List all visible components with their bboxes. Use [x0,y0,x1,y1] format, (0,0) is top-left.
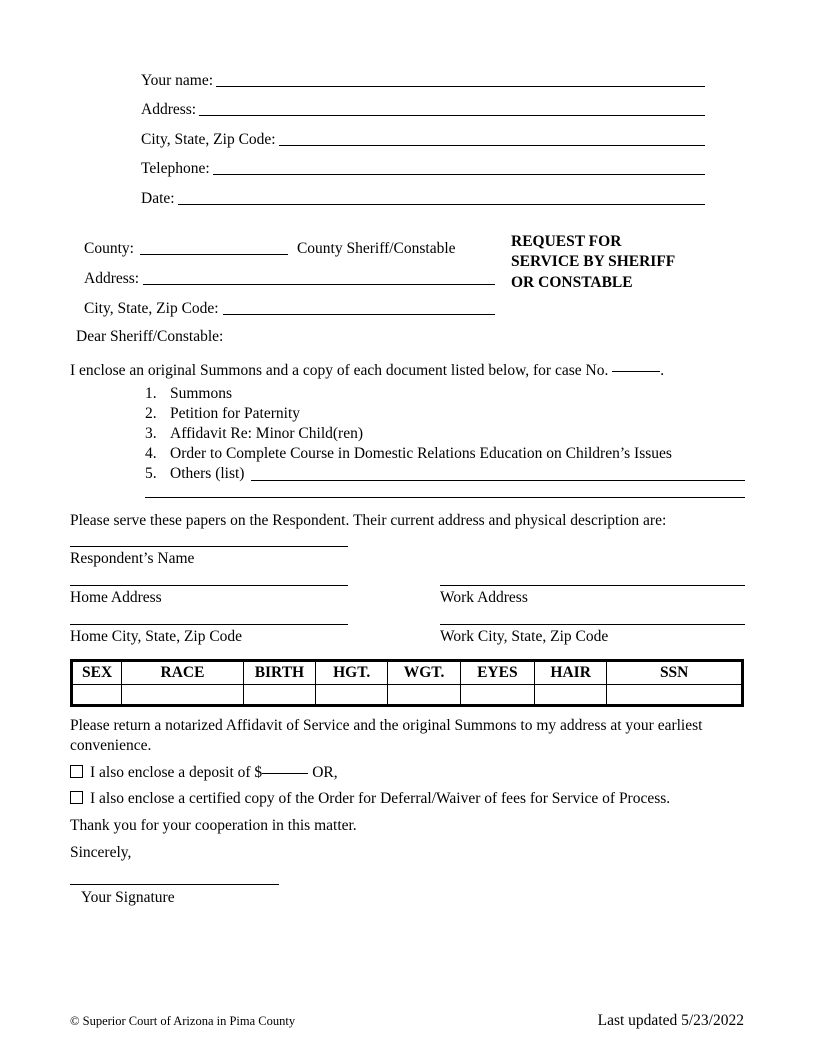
list-item-number: 2. [145,405,157,422]
address-row [141,90,705,120]
page-footer [70,1012,744,1030]
return-instruction: Please return a notarized Affidavit of Service and the original Summons to my address at your earliest convenience. [70,716,703,754]
work-city-label: Work City, State, Zip Code [440,627,609,645]
recipient-address-label: Address: [84,269,140,287]
cell-ssn[interactable] [607,684,743,705]
address-fields-row [70,585,745,608]
deposit-amount-blank[interactable] [262,773,308,774]
city-state-zip-label: City, State, Zip Code: [141,130,276,148]
county-label: County: [84,239,134,257]
serve-instruction: Please serve these papers on the Respondent. Their current address and physical description are: [70,512,667,529]
sincerely-text: Sincerely, [70,844,132,861]
home-city-label: Home City, State, Zip Code [70,627,243,645]
header-wgt: WGT. [388,660,460,684]
header-birth: BIRTH [243,660,315,684]
list-item-others [145,464,745,484]
others-blank[interactable] [251,480,745,481]
respondent-name-label: Respondent’s Name [70,549,195,567]
cell-wgt[interactable] [388,684,460,705]
address-blank[interactable] [199,115,705,116]
home-city-field [70,624,348,647]
cell-hgt[interactable] [316,684,388,705]
form-title-line-2: SERVICE BY SHERIFF [511,253,676,270]
list-item-text: Others (list) [170,465,245,482]
city-fields-row [70,624,745,647]
last-updated-text: Last updated 5/23/2022 [597,1012,744,1029]
case-number-blank[interactable] [612,371,660,372]
list-item [145,444,745,464]
deposit-option-row [70,762,745,783]
telephone-blank[interactable] [213,174,705,175]
list-item [145,384,745,404]
physical-description-table [70,659,744,707]
cell-eyes[interactable] [460,684,534,705]
your-name-row [141,60,705,90]
header-ssn: SSN [607,660,743,684]
column-spacer [348,624,440,647]
work-address-field [440,585,745,608]
your-name-blank[interactable] [216,86,705,87]
deposit-or-text: OR, [312,763,338,781]
work-address-label: Work Address [440,588,528,606]
city-state-zip-row [141,119,705,149]
waiver-checkbox[interactable] [70,791,83,804]
cell-race[interactable] [122,684,244,705]
table-header-row [72,660,743,684]
thanks-text: Thank you for your cooperation in this matter. [70,816,357,834]
telephone-row [141,149,705,179]
cell-birth[interactable] [243,684,315,705]
header-sex: SEX [72,660,122,684]
list-item-number: 5. [145,465,157,482]
recipient-section [70,228,745,347]
list-item-number: 4. [145,445,157,462]
deposit-option-text: I also enclose a deposit of $ [90,763,263,781]
home-address-field [70,585,348,608]
recipient-city-label: City, State, Zip Code: [84,299,219,317]
form-title-line-3: OR CONSTABLE [511,273,633,291]
signature-label: Your Signature [81,888,175,906]
sender-info-section [141,60,705,208]
work-city-field [440,624,745,647]
recipient-city-row [84,288,495,318]
date-label: Date: [141,189,175,207]
date-row [141,178,705,208]
enclosed-documents-list [70,384,745,498]
waiver-option-text: I also enclose a certified copy of the Order for Deferral/Waiver of fees for Service of Process. [90,789,671,807]
recipient-address-blank[interactable] [143,284,495,285]
waiver-option-row [70,788,745,809]
enclosure-intro [70,361,745,382]
list-item [145,404,745,424]
deposit-checkbox[interactable] [70,765,83,778]
recipient-city-blank[interactable] [223,314,495,315]
list-item-text: Affidavit Re: Minor Child(ren) [170,425,364,442]
copyright-text: © Superior Court of Arizona in Pima County [70,1014,296,1028]
recipient-address-row [84,258,495,288]
cell-sex[interactable] [72,684,122,705]
header-hair: HAIR [535,660,607,684]
date-blank[interactable] [178,204,705,205]
cell-hair[interactable] [535,684,607,705]
list-item-number: 1. [145,385,157,402]
county-suffix-label: County Sheriff/Constable [296,239,456,257]
header-eyes: EYES [460,660,534,684]
list-item-text: Petition for Paternity [170,405,301,422]
table-entry-row [72,684,743,705]
form-title-line-1: REQUEST FOR [511,232,622,250]
list-item [145,424,745,444]
list-item-text: Summons [170,385,233,402]
column-spacer [348,585,440,608]
form-title [511,232,703,294]
salutation: Dear Sheriff/Constable: [76,327,224,345]
enclosure-intro-period: . [660,361,665,379]
home-address-label: Home Address [70,588,162,606]
list-item-text: Order to Complete Course in Domestic Relations Education on Children’s Issues [170,445,672,462]
city-state-zip-blank[interactable] [279,145,705,146]
others-extra-blank[interactable] [145,497,745,498]
list-item-number: 3. [145,425,157,442]
address-label: Address: [141,101,197,118]
your-name-label: Your name: [141,71,214,89]
respondent-name-field [70,546,348,569]
respondent-name-row [70,546,745,569]
county-blank[interactable] [140,254,288,255]
telephone-label: Telephone: [141,160,210,177]
header-race: RACE [122,660,244,684]
header-hgt: HGT. [316,660,388,684]
enclosure-intro-text: I enclose an original Summons and a copy of each document listed below, for case No. [70,361,609,379]
